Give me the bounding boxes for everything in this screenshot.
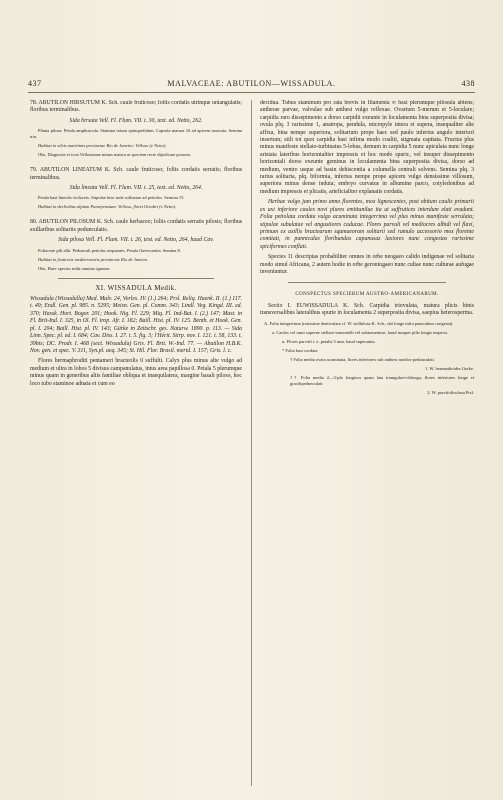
- species-78-habitat: Habitat in silvis maritimis provinciae Rio de Janeiro: Velloso (e Netto).: [38, 143, 167, 149]
- key-lead-dagger: † Folia media ovata acuminata, flores inferiores sub anthesi modice pedunculati: [290, 356, 434, 362]
- species-80-description: Foliaceae pili albi. Pedunculi petiolos aequantes. Petala flavescentia. Semina 8.: [38, 247, 181, 253]
- habit-paragraph: Herbae vulgo jam primo anno florentes, mox lignescentes, post obitum caulis primarii ex axi inferiore caules novi plures emittunilae ita ut suffrutices interdum elati evadunt. Folia petiolata cordata vulgo acuminata integerrima vel plus minus manifeste serrulata; stipulae subulatae vel angustiores caducae. Flores parvuli vel mediocres albidi vel flavi, primum ex axillis bractearum sqamaeorum solitarii sed ramulo accessorio mox florente comitati, in panniculas floribundas capanusaz laxiores nunc congestas rarissime spiciformes conflati.: [260, 199, 474, 250]
- species-78-observation: Obs. Diagnosis et icon Vellozianae minus manca ut speciem recte dijudicare possem.: [38, 152, 191, 158]
- species-78-synonym: Sida hirsuta Vell. Fl. Flum. VII. t. 30, text. ed. Netto, 262.: [69, 117, 203, 124]
- left-column: [30, 100, 242, 786]
- page-number-right: 438: [461, 78, 475, 88]
- species-79-synonym: Sida lineata Vell. Fl. Flum. VII. t. 25, text. ed. Netto, 264.: [69, 185, 203, 192]
- running-title: MALVACEAE: ABUTILON—WISSADULA.: [167, 78, 336, 88]
- species-80-heading: 80. ABUTILON PILOSUM K. Sch. caule herbaceo; foliis cordatis serratis pilosis; floribus axillaribus solitariis pedunculatis.: [30, 219, 242, 233]
- species-79-heading: 79. ABUTILON LINEATUM K. Sch. caule fruticoso; foliis cordatis serratis; floribus terminalibus.: [30, 167, 242, 181]
- species-79-description: Petala basi lineolis violaceis. Stipulae hinc inde solitariae ad petiolos. Semina 15.: [38, 195, 185, 201]
- key-species-2: 2. W. parvifoliculosa Prsl.: [427, 389, 474, 395]
- species-80-habitat: Habitat in fruticetis mediterraneis provinciae Rio de Janeiro.: [38, 256, 149, 262]
- species-78-heading: 78. ABUTILON HIRSUTUM K. Sch. caule fruticoso; foliis cordatis utrinque uniangulatis; floribus terminalibus.: [30, 100, 242, 114]
- header-rule: [28, 92, 475, 93]
- key-lead-a1-alpha: α. Flores parvuli i. e. petalis 5 mm. haud superantia.: [282, 338, 376, 344]
- distribution-paragraph: Species 11 descriptas probabiliter omnes in orbe neogaeo calido indigenae vel solitaria modo simul Africana, 2 autem hodie in orbe gerontogaeo nunc cultae nunc culturae aufugae inveniuntur.: [260, 254, 474, 275]
- species-78-description: Planta pilosa. Petala ampliuscula. Stamina totum quinquefidum. Capsula matura 16 ad apicem truncata. Semina tria.: [30, 128, 242, 140]
- conspectus-rule: [288, 282, 446, 283]
- page-number-left: 437: [28, 78, 42, 88]
- key-lead-a1: a. Caulos vel rami superne stellato-tomentelli vel subtomentosi, haud insuper pilis longis inspersi.: [272, 329, 449, 335]
- column-divider: [251, 100, 252, 786]
- key-species-1: 1. W. hernandioides Gerke.: [425, 365, 474, 371]
- species-80-synonym: Sida pilosa Vell. Fl. Flum. VII. t. 26, text. ed. Netto, 264, haud Cav.: [58, 237, 214, 244]
- key-lead-double-dagger: †† Folia media 2—3-plo longiora quam lata triangulari-oblonga, flores inferiores longe et gracilipedunculati: [290, 374, 474, 386]
- genus-synonymy: Wissadula (Wissadulla) Med. Malv. 24, Vorles. IV. (1.) 264; Prsl. Reliq. Haenk. II. (1.) 117. t. 49; Endl. Gen. pl. 985. n. 5295; Meisn. Gen. pl. Comm. 343; Lindl. Veg. Kingd. III. ed. 370; Hassk. Hort. Bogor. 201; Hook. Nig. Fl. 229; Miq. Fl. Ind-Bat. I. (2.) 147; Mast. in Fl. Brit-Ind. I. 325, in Ol. Fl. trop. Afr. I. 182; Baill. Hist. pl. IV. 125. Benth. et Hook. Gen. pl. I. 204; Baill. Hist. pl. IV. 143; Gürke in Zeitschr. ges. Naturw. 1890. p. 113. — Sida Linn. Spec. pl. ed. I. 684; Cav. Diss. I. 27. t. 5. fig. 3; l'Hérit. Stirp. nov. I. 121. t. 58, 133. t. 39bis; DC. Prodr. I. 468 (sect. Wissadula) Gris. Fl. Brit. W.-Ind. 77. — Abutilon H.B.K. Nov. gen. et spec. V. 311, Syn.pl. aeq. 345; St. Hil. Flor. Brasil. merid. I. 157; Gris. l. c.: [30, 296, 242, 354]
- running-header: [28, 76, 475, 90]
- right-column: [260, 100, 474, 786]
- conspectus-title: CONSPECTUS SPECIERUM AUSTRO-AMERICANARUM.: [295, 292, 439, 298]
- species-79-habitat: Habitat in declivibus alpium Paratyensium: Velloso, floret Octobri (e Netto).: [38, 204, 177, 210]
- section-divider: [58, 278, 214, 279]
- key-lead-star: * Folia basi cordata.: [282, 347, 319, 353]
- genus-description: Flores hermaphroditi pentameri bracteolis 0 suffulti. Calyx plus minus alte vulgo ad medium et ultra in lobos 5 divisus campanulatus, intus area papillosa 0. Petala 5 plerumque minus quam in generibus aliis familiae obliqua et inaequilatera, margine basali piloso, hoc loco tubo staminoe adnata et cum eo: [30, 358, 242, 387]
- key-lead-a: A. Folia integerrima (rarissime denticulata cf. W. stellulosa K. Sch., ubi longe infra paniculum congesta).: [264, 320, 454, 326]
- genus-description-continued: decidua. Tubus staminum pro rata brevis in filamenta ∞ basi plerumque pilosula abiens; antherae parvae, valvulae sub anthesi vulgo reflexae. Ovarium 5-merum et 5-loculare; carpidia raro dissepimento a dorso carpidii exeunte in loculamenta bina superposita divisa; ovula plq. 3 rarissime 1, anatropa, pendula, micropyle intera et supera, insequaliter alte affixa, bina nempe superiora, solitarium prope haec sed paulo inferius angulo interiori insertum; stili tot quot carpidia basi infima modo coaliti, stigmata capitata. Fructus plus minus manifeste stellato-turbinatus 5-lobus, demum in carpidia 5 nunc apiculata nunc longe aristata lateribus horizontaliter impressis et hoc modo spuric, vel insuper dissepimento horizontali dorso exeunte geminus in loculamenta bina superposita divisa, dorso ad medium, ventre usque ad basin dehiscentia a columella centrali solvens. Semina plq. 3 rarius solitaria, plq. biformia, inferius nempe prope apicem vulgo densissime villosum, superiora minus dense induta; embryo curvatus in albumine parco, cotyledonibus ad medium impressis et plicatis, arteficialiter explanatis cordatis.: [260, 100, 474, 195]
- genus-heading: XI. WISSADULA Medik.: [95, 283, 177, 292]
- species-80-observation: Obs. Haec species mihi omnino ignotae.: [38, 265, 111, 271]
- species-key: [260, 321, 474, 396]
- conspectus-section: Sectio I. EUWISSADULA K. Sch. Carpidia triovulata, matura plicis binis transversalibus lateralibus spurie in loculamenta 2 superposita divisa, saepius heterosperma.: [260, 302, 474, 317]
